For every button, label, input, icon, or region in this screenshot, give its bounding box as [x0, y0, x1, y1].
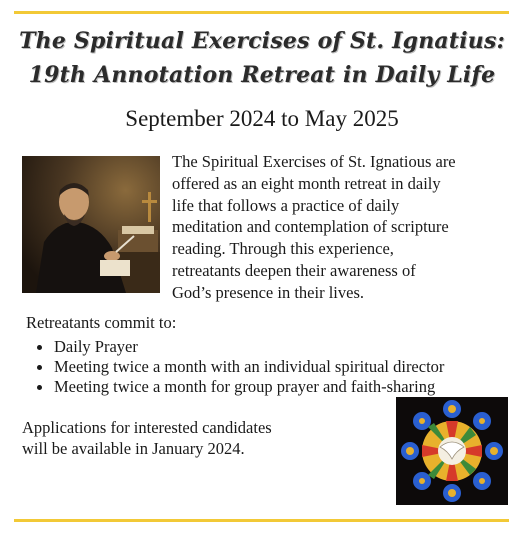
intro-line: meditation and contemplation of scripture — [172, 217, 449, 237]
title-line-2: 19th Annotation Retreat in Daily Life — [28, 62, 496, 88]
intro-line: The Spiritual Exercises of St. Ignatious are — [172, 152, 456, 171]
bottom-gold-rule — [14, 519, 509, 522]
title-line-1: The Spiritual Exercises of St. Ignatius: — [19, 28, 505, 54]
applications-line-2: will be available in January 2024. — [22, 439, 245, 458]
intro-line: retreatants deepen their awareness of — [172, 260, 416, 280]
applications-line-1: Applications for interested candidates — [22, 418, 272, 437]
stained-glass-window — [396, 397, 508, 505]
intro-line: God’s presence in their lives. — [172, 282, 364, 302]
intro-line: reading. Through this experience, — [172, 239, 394, 259]
applications-note — [22, 417, 342, 459]
list-item: Meeting twice a month for group prayer and faith-sharing — [36, 377, 444, 397]
list-item: Daily Prayer — [36, 337, 444, 357]
commitments-heading: Retreatants commit to: — [26, 313, 177, 332]
commitments-list — [36, 337, 444, 397]
retreat-dates: September 2024 to May 2025 — [125, 106, 399, 131]
saint-ignatius-portrait — [22, 156, 160, 293]
intro-paragraph — [172, 151, 517, 304]
intro-line: life that follows a practice of daily — [172, 195, 400, 215]
list-item: Meeting twice a month with an individual spiritual director — [36, 357, 444, 377]
intro-line: offered as an eight month retreat in daily — [172, 173, 441, 193]
top-gold-rule — [14, 11, 509, 14]
